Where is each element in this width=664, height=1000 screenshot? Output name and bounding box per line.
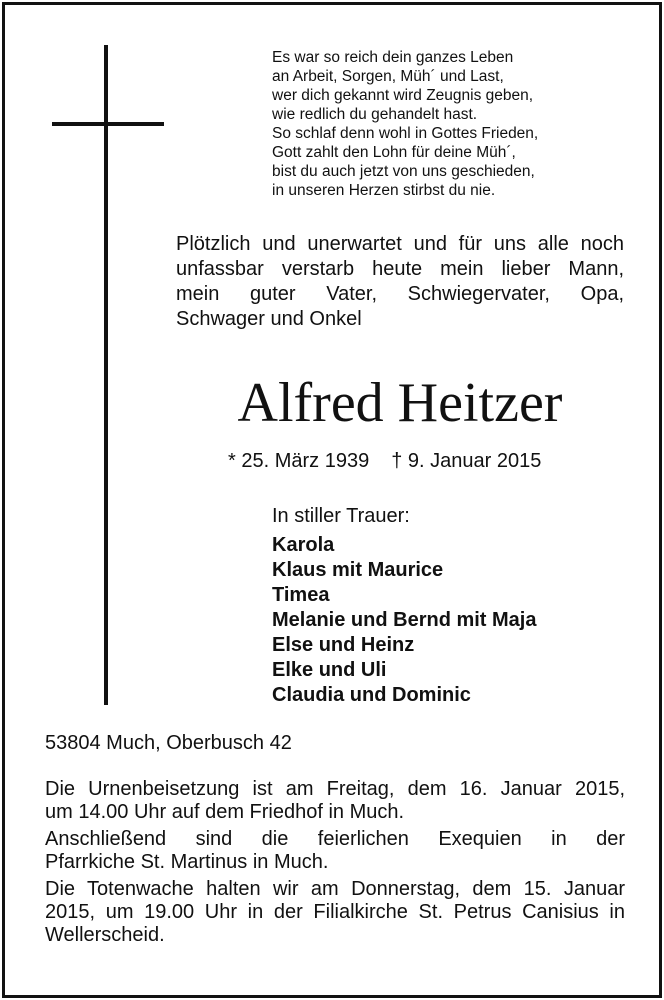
exequies-info	[45, 828, 625, 874]
details-line: 2015, um 19.00 Uhr in der Filialkirche St. Petrus Canisius in	[45, 901, 625, 923]
mourner-name: Timea	[272, 584, 330, 606]
poem-line: bist du auch jetzt von uns geschieden,	[272, 163, 535, 180]
announcement-line: Schwager und Onkel	[176, 308, 362, 330]
details-line: Die Totenwache halten wir am Donnerstag, dem 15. Januar	[45, 878, 625, 900]
death-announcement	[176, 232, 624, 332]
poem-line: in unseren Herzen stirbst du nie.	[272, 182, 496, 199]
mourners-list	[272, 504, 632, 708]
mourner-name: Klaus mit Maurice	[272, 559, 444, 581]
cross-bar	[52, 122, 164, 126]
mourner-name: Melanie und Bernd mit Maja	[272, 609, 537, 631]
poem-line: Es war so reich dein ganzes Leben	[272, 49, 514, 66]
birth-date: * 25. März 1939	[228, 450, 370, 472]
details-line: Anschließend sind die feierlichen Exequien in der	[45, 828, 625, 850]
mourner-name: Elke und Uli	[272, 659, 387, 681]
details-line: Wellerscheid.	[45, 924, 165, 946]
mourners-intro: In stiller Trauer:	[272, 505, 410, 527]
poem-line: wer dich gekannt wird Zeugnis geben,	[272, 87, 534, 104]
details-line: Pfarrkiche St. Martinus in Much.	[45, 851, 329, 873]
mourner-name: Karola	[272, 534, 335, 556]
details-line: um 14.00 Uhr auf dem Friedhof in Much.	[45, 801, 405, 823]
mourner-name: Claudia und Dominic	[272, 684, 471, 706]
deceased-name: Alfred Heitzer	[237, 372, 563, 434]
announcement-line: mein guter Vater, Schwiegervater, Opa,	[176, 283, 624, 305]
announcement-line: unfassbar verstarb heute mein lieber Mann,	[176, 258, 624, 280]
death-date: † 9. Januar 2015	[391, 450, 542, 472]
funeral-details	[45, 778, 625, 951]
poem	[272, 48, 612, 200]
details-line: Die Urnenbeisetzung ist am Freitag, dem 16. Januar 2015,	[45, 778, 625, 800]
urn-burial-info	[45, 778, 625, 824]
poem-line: So schlaf denn wohl in Gottes Frieden,	[272, 125, 539, 142]
vigil-info	[45, 878, 625, 947]
announcement-line: Plötzlich und unerwartet und für uns alle noch	[176, 233, 624, 255]
poem-line: wie redlich du gehandelt hast.	[272, 106, 478, 123]
poem-line: Gott zahlt den Lohn für deine Müh´,	[272, 144, 516, 161]
cross-icon	[104, 45, 108, 705]
family-address: 53804 Much, Oberbusch 42	[45, 732, 292, 754]
mourner-name: Else und Heinz	[272, 634, 415, 656]
poem-line: an Arbeit, Sorgen, Müh´ und Last,	[272, 68, 504, 85]
life-dates	[228, 448, 628, 474]
